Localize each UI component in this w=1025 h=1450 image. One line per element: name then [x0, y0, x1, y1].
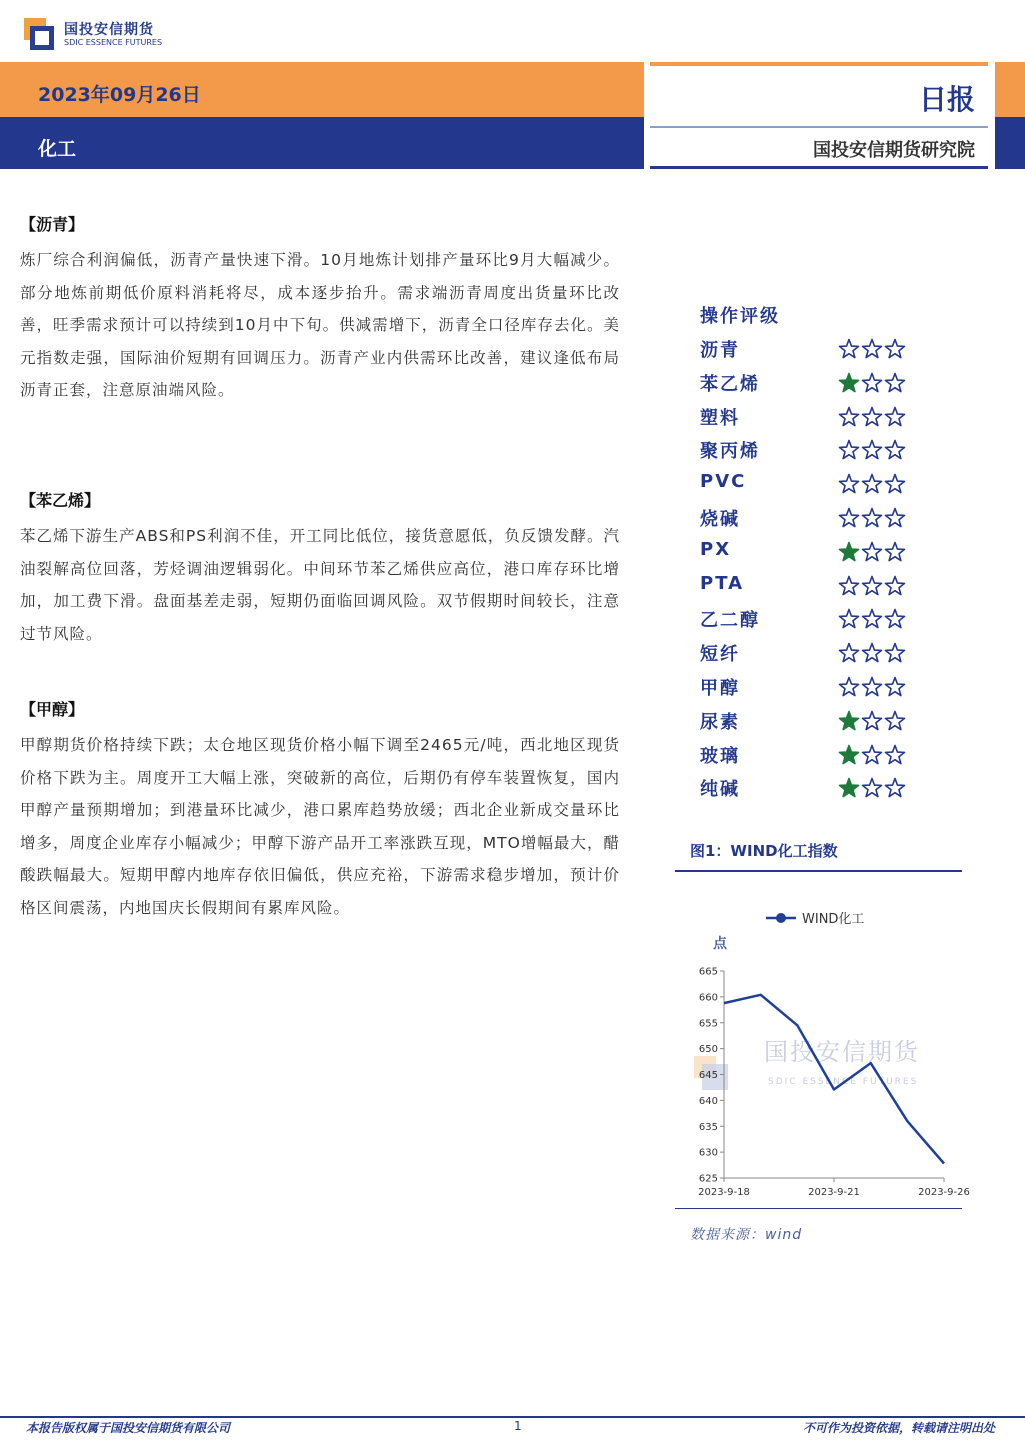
rating-stars [838, 541, 906, 563]
star-outline-icon [862, 340, 881, 358]
star-outline-icon [885, 779, 904, 797]
section-body-asphalt: 炼厂综合利润偏低，沥青产量快速下滑。10月地炼计划排产量环比9月大幅减少。部分地炼前期低价原料消耗将尽，成本逐步抬升。需求端沥青周度出货量环比改善，旺季需求预计可以持续到10月中下旬。供减需增下，沥青全口径库存去化。美元指数走强，国际油价短期有回调压力。沥青产业内供需环比改善，建议逢低布局沥青正套，注意原油端风险。 [20, 251, 620, 400]
star-outline-icon [885, 610, 904, 628]
rating-stars [838, 507, 906, 529]
rating-name: 沥青 [700, 340, 740, 361]
rating-stars [838, 777, 906, 799]
star-outline-icon [839, 509, 858, 527]
header-accent-orange [995, 62, 1025, 117]
star-outline-icon [839, 475, 858, 493]
star-outline-icon [839, 407, 858, 425]
star-outline-icon [862, 644, 881, 662]
figure-bottom-rule [675, 1208, 962, 1209]
ratings-title: 操作评级 [700, 306, 780, 327]
x-tick-label: 2023-9-26 [918, 1187, 970, 1198]
rating-name: 塑料 [700, 407, 740, 429]
watermark-text-cn: 国投安信期货 [764, 1038, 920, 1066]
footer-copyright: 本报告版权属于国投安信期货有限公司 [26, 1421, 231, 1435]
star-filled-icon [839, 711, 858, 729]
rating-name: 聚丙烯 [700, 441, 760, 463]
rating-stars [838, 439, 906, 461]
rating-stars [838, 338, 906, 360]
star-outline-icon [862, 407, 881, 425]
rating-row [700, 742, 930, 772]
report-date: 2023年09月26日 [38, 84, 201, 106]
rating-name: PTA [700, 572, 745, 594]
rating-stars [838, 710, 906, 732]
star-outline-icon [885, 678, 904, 696]
rating-stars [838, 406, 906, 428]
star-outline-icon [885, 576, 904, 594]
star-outline-icon [885, 373, 904, 391]
header-divider-bottom [650, 166, 988, 169]
section-title-styrene: 【苯乙烯】 [20, 491, 101, 510]
star-outline-icon [885, 542, 904, 560]
footer-page-number: 1 [514, 1419, 522, 1433]
star-filled-icon [839, 373, 858, 391]
star-filled-icon [839, 542, 858, 560]
rating-name: PX [700, 538, 732, 560]
star-outline-icon [862, 610, 881, 628]
star-outline-icon [839, 441, 858, 459]
rating-row [700, 775, 930, 805]
star-outline-icon [885, 475, 904, 493]
watermark-text-en: SDIC ESSENCE FUTURES [768, 1077, 919, 1087]
y-tick-label: 645 [698, 1070, 718, 1081]
rating-name: 纯碱 [700, 779, 740, 801]
rating-stars [838, 372, 906, 394]
rating-name: PVC [700, 471, 747, 493]
rating-row [700, 370, 930, 400]
legend-label: WIND化工 [802, 912, 865, 927]
rating-row [700, 336, 930, 366]
rating-name: 甲醇 [700, 678, 740, 699]
rating-row [700, 573, 930, 603]
star-outline-icon [862, 542, 881, 560]
star-outline-icon [862, 509, 881, 527]
figure-title: 图1：WIND化工指数 [690, 842, 838, 860]
y-tick-label: 650 [698, 1044, 718, 1056]
y-tick-label: 640 [698, 1095, 718, 1107]
header-sector-bar [0, 117, 644, 169]
rating-row [700, 505, 930, 535]
star-outline-icon [862, 441, 881, 459]
star-outline-icon [862, 373, 881, 391]
report-type: 日报 [918, 83, 975, 116]
rating-row [700, 437, 930, 467]
star-outline-icon [862, 475, 881, 493]
rating-row [700, 674, 930, 704]
section-title-methanol: 【甲醇】 [20, 700, 85, 719]
y-tick-label: 660 [698, 992, 718, 1004]
rating-row [700, 708, 930, 738]
rating-stars [838, 642, 906, 664]
rating-name: 烧碱 [700, 509, 740, 530]
star-outline-icon [839, 678, 858, 696]
y-tick-label: 655 [698, 1018, 718, 1030]
rating-name: 玻璃 [700, 745, 740, 767]
y-tick-label: 665 [698, 966, 718, 978]
rating-row [700, 539, 930, 569]
rating-name: 尿素 [700, 711, 740, 733]
section-body-styrene: 苯乙烯下游生产ABS和PS利润不佳，开工同比低位，接货意愿低，负反馈发酵。汽油裂解高位回落，芳烃调油逻辑弱化。中间环节苯乙烯供应高位，港口库存环比增加，加工费下滑。盘面基差走弱，短期仍面临回调风险。双节假期时间较长，注意过节风险。 [20, 527, 620, 643]
star-outline-icon [839, 610, 858, 628]
star-outline-icon [885, 644, 904, 662]
rating-name: 苯乙烯 [700, 373, 760, 395]
rating-stars [838, 473, 906, 495]
y-tick-label: 635 [698, 1121, 718, 1133]
star-outline-icon [885, 441, 904, 459]
section-body-methanol: 甲醇期货价格持续下跌；太仓地区现货价格小幅下调至2465元/吨，西北地区现货价格下跌为主。周度开工大幅上涨，突破新的高位，后期仍有停车装置恢复，国内甲醇产量预期增加；到港量环比减少，港口累库趋势放缓；西北企业新成交量环比增多，周度企业库存小幅减少；甲醇下游产品开工率涨跌互现，MTO增幅最大，醋酸跌幅最大。短期甲醇内地库存依旧偏低，供应充裕，下游需求稳步增加，预计价格区间震荡，内地国庆长假期间有累库风险。 [20, 736, 620, 917]
rating-stars [838, 575, 906, 597]
figure-title-rule [675, 870, 962, 872]
report-sector: 化工 [38, 138, 77, 160]
star-outline-icon [885, 340, 904, 358]
footer-rule [0, 1416, 1025, 1418]
star-filled-icon [839, 745, 858, 763]
rating-row [700, 606, 930, 636]
rating-name: 乙二醇 [700, 610, 760, 632]
header-accent-navy [995, 117, 1025, 169]
x-tick-label: 2023-9-18 [698, 1187, 750, 1198]
rating-stars [838, 676, 906, 698]
rating-row [700, 640, 930, 670]
wind-chem-index-chart [676, 898, 970, 1212]
header-divider-top [650, 62, 988, 66]
y-tick-label: 625 [698, 1173, 718, 1185]
star-outline-icon [839, 644, 858, 662]
header-divider-mid [650, 126, 988, 128]
x-tick-label: 2023-9-21 [808, 1187, 860, 1198]
star-outline-icon [885, 745, 904, 763]
star-outline-icon [885, 509, 904, 527]
rating-name: 短纤 [700, 644, 740, 666]
rating-row [700, 404, 930, 434]
star-outline-icon [862, 576, 881, 594]
footer-disclaimer: 不可作为投资依据，转载请注明出处 [802, 1421, 995, 1435]
star-filled-icon [839, 779, 858, 797]
star-outline-icon [885, 407, 904, 425]
y-axis-unit: 点 [713, 936, 727, 952]
rating-stars [838, 608, 906, 630]
logo-text-cn: 国投安信期货 [64, 22, 154, 38]
star-outline-icon [862, 678, 881, 696]
star-outline-icon [862, 711, 881, 729]
institute-name: 国投安信期货研究院 [813, 140, 975, 161]
figure-source: 数据来源：wind [690, 1227, 803, 1243]
section-title-asphalt: 【沥青】 [20, 215, 85, 234]
star-outline-icon [862, 745, 881, 763]
rating-row [700, 471, 930, 501]
rating-stars [838, 744, 906, 766]
star-outline-icon [839, 340, 858, 358]
star-outline-icon [839, 576, 858, 594]
star-outline-icon [862, 779, 881, 797]
logo-text-en: SDIC ESSENCE FUTURES [64, 38, 163, 47]
legend-marker [776, 913, 786, 923]
logo-mark [24, 18, 56, 50]
y-tick-label: 630 [698, 1147, 718, 1159]
star-outline-icon [885, 711, 904, 729]
